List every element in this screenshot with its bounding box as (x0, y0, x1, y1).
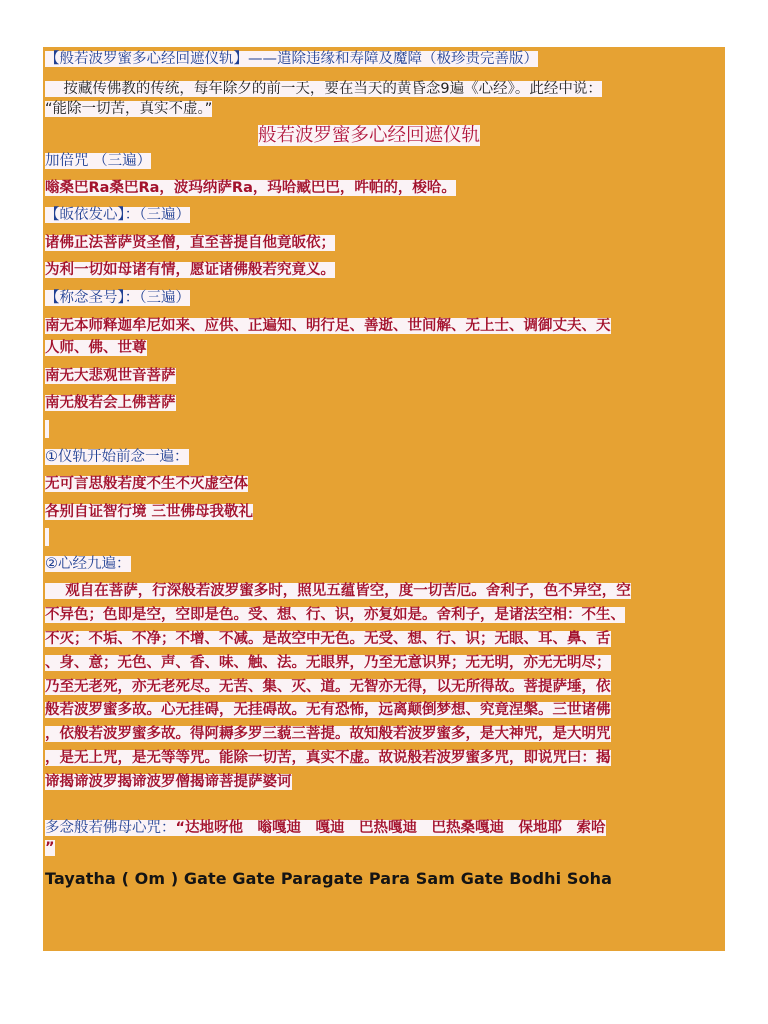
intro-line-2 (45, 99, 212, 119)
intro-text-2: “能除一切苦，真实不虚。” (45, 101, 213, 117)
s3-line-4-text: 南无般若会上佛菩萨 (45, 395, 176, 411)
s3-line-2 (45, 338, 147, 358)
s6-quote-end-line (45, 838, 55, 858)
s2-line-1-text: 诸佛正法菩萨贤圣僧，直至菩提自他竟皈依； (45, 235, 335, 251)
s5-line-9-text: 谛揭谛波罗揭谛波罗僧揭谛菩提萨婆诃 (45, 774, 292, 790)
s2-label (45, 205, 190, 225)
s5-line-5-text: 乃至无老死，亦无老死尽。无苦、集、灭、道。无智亦无得，以无所得故。菩提萨埵，依 (45, 679, 611, 695)
s6-line (45, 818, 606, 838)
s4-label-text: ①仪轨开始前念一遍： (45, 449, 189, 465)
mantra-transliteration: Tayatha ( Om ) Gate Gate Paragate Para Sam Gate Bodhi Soha (45, 869, 613, 888)
s5-line-8-text: ，是无上咒，是无等等咒。能除一切苦，真实不虚。故说般若波罗蜜多咒，即说咒曰：揭 (45, 750, 611, 766)
intro-line-1 (45, 79, 602, 99)
s5-line-1 (45, 581, 631, 601)
s6-label: 多念般若佛母心咒： (45, 820, 176, 836)
s2-line-2 (45, 260, 335, 280)
s6-quote-end: ” (45, 840, 55, 856)
s3-line-3 (45, 366, 176, 386)
ritual-heading (258, 126, 480, 146)
s3-line-4 (45, 393, 176, 413)
s1-mantra-text: 嗡桑巴Ra桑巴Ra，波玛纳萨Ra，玛哈臧巴巴，吽帕的，梭哈。 (45, 180, 456, 196)
s1-label-text: 加倍咒 （三遍） (45, 153, 152, 169)
s1-label (45, 151, 151, 171)
s5-label (45, 554, 131, 574)
text-cursor-marker-2 (45, 528, 49, 546)
s4-line-1-text: 无可言思般若度不生不灭虚空体 (45, 476, 248, 492)
title-line (45, 49, 538, 69)
s6-quote: “达地呀他 嗡嘎迪 嘎迪 巴热嘎迪 巴热桑嘎迪 保地耶 索哈 (175, 820, 606, 836)
s5-line-2 (45, 605, 625, 625)
s3-label (45, 288, 190, 308)
s3-line-1 (45, 316, 611, 336)
s2-label-text: 【皈依发心】：（三遍） (45, 207, 190, 223)
s5-line-7 (45, 724, 611, 744)
s5-line-3-text: 不灭；不垢、不净；不增、不减。是故空中无色。无受、想、行、识；无眼、耳、鼻、舌 (45, 631, 611, 647)
s4-line-1 (45, 474, 248, 494)
s5-line-8 (45, 748, 611, 768)
s5-line-3 (45, 629, 611, 649)
document-title: 【般若波罗蜜多心经回遮仪轨】 (45, 51, 248, 67)
s5-line-9 (45, 772, 292, 792)
s2-line-1 (45, 233, 335, 253)
s5-line-4 (45, 653, 611, 673)
s4-label (45, 447, 189, 467)
s3-line-2-text: 人师、佛、世尊 (45, 340, 147, 356)
s5-line-4-text: 、身、意；无色、声、香、味、触、法。无眼界，乃至无意识界；无无明，亦无无明尽； (45, 655, 611, 671)
s4-line-2 (45, 502, 253, 522)
s2-line-2-text: 为利一切如母诸有情，愿证诸佛般若究竟义。 (45, 262, 335, 278)
s5-line-5 (45, 677, 611, 697)
s5-line-6-text: 般若波罗蜜多故。心无挂碍，无挂碍故。无有恐怖，远离颠倒梦想、究竟涅槃。三世诸佛 (45, 702, 611, 718)
s5-line-1-text: 观自在菩萨，行深般若波罗蜜多时，照见五蕴皆空，度一切苦厄。舍利子，色不异空，空 (45, 583, 631, 599)
s5-line-2-text: 不异色；色即是空，空即是色。受、想、行、识，亦复如是。舍利子，是诸法空相：不生、 (45, 607, 625, 623)
s1-mantra (45, 178, 456, 198)
s5-line-6 (45, 700, 611, 720)
ritual-heading-text: 般若波罗蜜多心经回遮仪轨 (258, 125, 481, 146)
s5-line-7-text: ，依般若波罗蜜多故。得阿耨多罗三藐三菩提。故知般若波罗蜜多，是大神咒，是大明咒 (45, 726, 611, 742)
text-cursor-marker (45, 420, 49, 438)
s4-line-2-text: 各别自证智行境 三世佛母我敬礼 (45, 504, 254, 520)
s5-label-text: ②心经九遍： (45, 556, 131, 572)
s3-line-1-text: 南无本师释迦牟尼如来、应供、正遍知、明行足、善逝、世间解、无上士、调御丈夫、天 (45, 318, 611, 334)
document-subtitle: ——遣除违缘和寿障及魔障（极珍贵完善版） (248, 51, 538, 67)
s3-label-text: 【称念圣号】：（三遍） (45, 290, 190, 306)
intro-text-1: 按藏传佛教的传统，每年除夕的前一天，要在当天的黄昏念9遍《心经》。此经中说： (45, 81, 602, 97)
s3-line-3-text: 南无大悲观世音菩萨 (45, 368, 176, 384)
